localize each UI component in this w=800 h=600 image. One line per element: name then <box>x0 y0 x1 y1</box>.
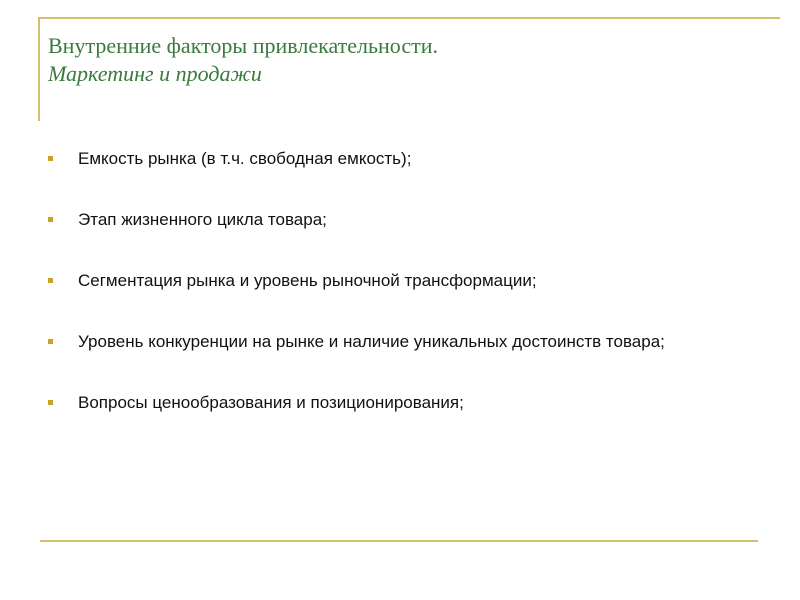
frame-left-line <box>38 17 40 121</box>
list-item-text: Уровень конкуренции на рынке и наличие уникальных достоинств товара; <box>78 332 665 351</box>
list-item-text: Этап жизненного цикла товара; <box>78 210 327 229</box>
square-bullet-icon <box>48 339 53 344</box>
list-item-text: Вопросы ценообразования и позиционирования; <box>78 393 464 412</box>
frame-top-line <box>38 17 780 19</box>
square-bullet-icon <box>48 400 53 405</box>
list-item <box>48 390 688 415</box>
list-item <box>48 146 688 171</box>
square-bullet-icon <box>48 278 53 283</box>
list-item <box>48 329 688 354</box>
title-main: Внутренние факторы привлекательности. <box>48 33 439 58</box>
square-bullet-icon <box>48 156 53 161</box>
list-item-text: Емкость рынка (в т.ч. свободная емкость); <box>78 149 412 168</box>
title-subtitle: Маркетинг и продажи <box>48 61 262 86</box>
list-item <box>48 268 688 293</box>
square-bullet-icon <box>48 217 53 222</box>
slide-title <box>48 32 768 88</box>
list-item <box>48 207 688 232</box>
frame-bottom-line <box>40 540 758 542</box>
bullet-list <box>48 146 688 415</box>
list-item-text: Сегментация рынка и уровень рыночной трансформации; <box>78 271 537 290</box>
